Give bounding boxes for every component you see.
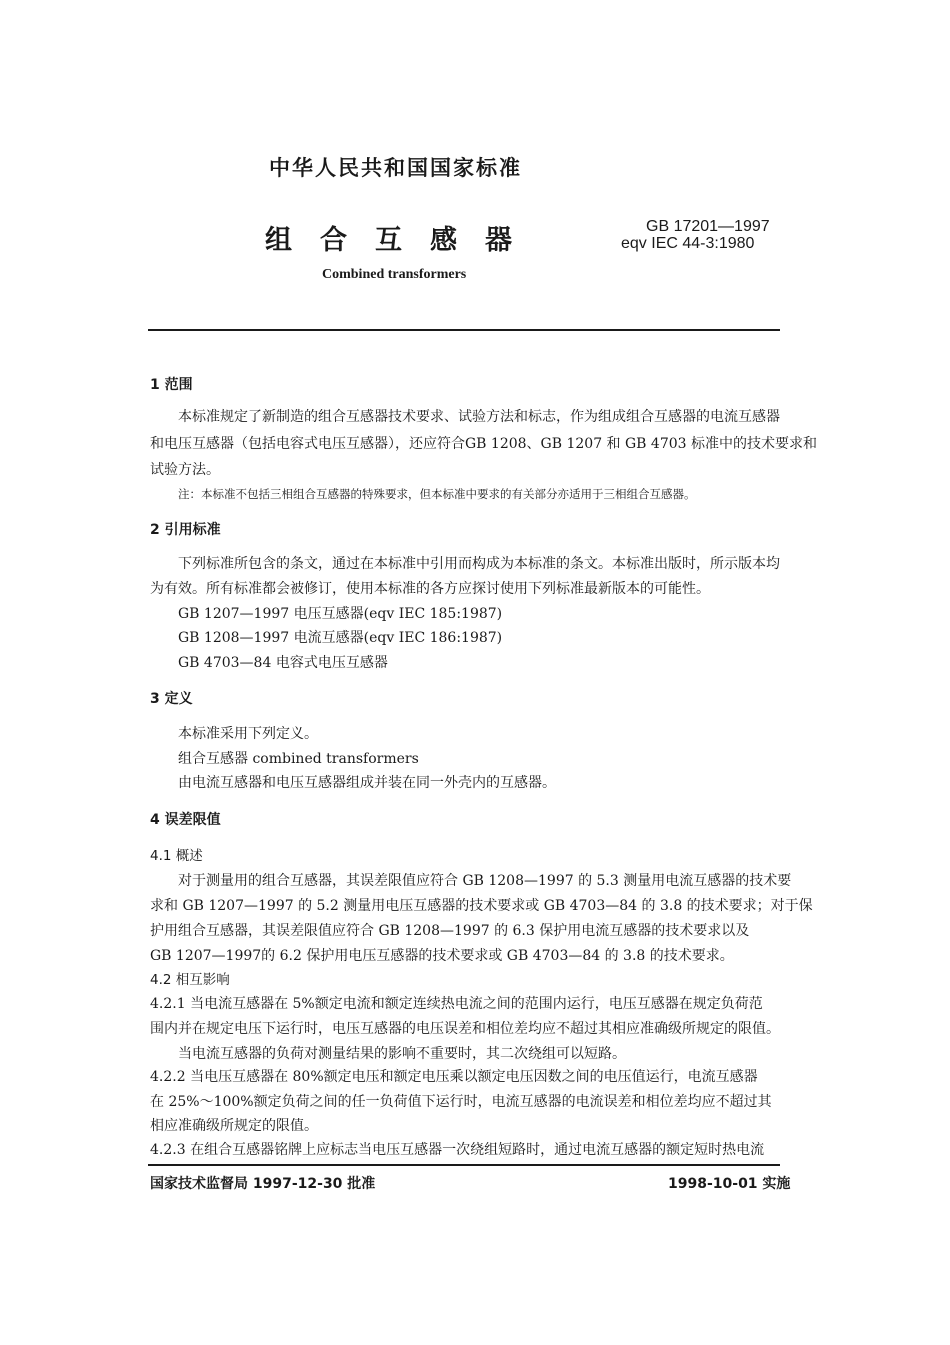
section-2-line: 为有效。所有标准都会被修订，使用本标准的各方应探讨使用下列标准最新版本的可能性。: [150, 581, 710, 597]
section-4-heading: 4 误差限值: [150, 812, 221, 828]
section-4-1-line: 护用组合互感器，其误差限值应符合 GB 1208—1997 的 6.3 保护用电流互感器的技术要求以及: [150, 923, 750, 939]
subsection-4-2-heading: 4.2 相互影响: [150, 972, 230, 988]
reference-item: GB 1208—1997 电流互感器(eqv IEC 186:1987): [178, 630, 503, 646]
section-3-definition: 由电流互感器和电压互感器组成并装在同一外壳内的互感器。: [178, 775, 556, 791]
clause-4-2-1-line: 围内并在规定电压下运行时，电压互感器的电压误差和相位差均应不超过其相应准确级所规定的限值。: [150, 1021, 780, 1037]
reference-item: GB 4703—84 电容式电压互感器: [178, 655, 388, 671]
section-2-heading: 2 引用标准: [150, 522, 221, 538]
section-4-1-line: 对于测量用的组合互感器，其误差限值应符合 GB 1208—1997 的 5.3 测量用电流互感器的技术要: [178, 873, 792, 889]
reference-item: GB 1207—1997 电压互感器(eqv IEC 185:1987): [178, 606, 503, 622]
section-1-line: 本标准规定了新制造的组合互感器技术要求、试验方法和标志，作为组成组合互感器的电流互感器: [178, 409, 780, 425]
document-title: 组合互感器: [265, 225, 540, 256]
clause-4-2-1-line: 当电流互感器的负荷对测量结果的影响不重要时，其二次绕组可以短路。: [178, 1046, 626, 1062]
equivalent-standard: eqv IEC 44-3:1980: [621, 235, 755, 252]
clause-4-2-3-line: 4.2.3 在组合互感器铭牌上应标志当电压互感器一次绕组短路时，通过电流互感器的额定短时热电流: [150, 1142, 765, 1158]
english-title: Combined transformers: [322, 267, 467, 282]
section-3-heading: 3 定义: [150, 691, 193, 707]
section-2-line: 下列标准所包含的条文，通过在本标准中引用而构成为本标准的条文。本标准出版时，所示版本均: [178, 556, 780, 572]
clause-4-2-2-line: 相应准确级所规定的限值。: [150, 1118, 318, 1134]
standard-code-block: [621, 218, 770, 252]
section-4-1-line: 求和 GB 1207—1997 的 5.2 测量用电压互感器的技术要求或 GB 4703—84 的 3.8 的技术要求；对于保: [150, 898, 813, 914]
section-4-1-line: GB 1207—1997的 6.2 保护用电压互感器的技术要求或 GB 4703—84 的 3.8 的技术要求。: [150, 948, 734, 964]
clause-4-2-2-line: 4.2.2 当电压互感器在 80%额定电压和额定电压乘以额定电压因数之间的电压值运行，电流互感器: [150, 1069, 758, 1085]
header-divider: [148, 329, 780, 331]
footer-divider: [148, 1164, 780, 1166]
national-standard-label: 中华人民共和国国家标准: [269, 156, 522, 180]
effective-date: 1998-10-01 实施: [668, 1176, 791, 1192]
standard-code: GB 17201—1997: [646, 218, 770, 235]
section-1-line: 试验方法。: [150, 462, 220, 478]
section-1-note: 注：本标准不包括三相组合互感器的特殊要求，但本标准中要求的有关部分亦适用于三相组合互感器。: [178, 487, 696, 501]
clause-4-2-1-line: 4.2.1 当电流互感器在 5%额定电流和额定连续热电流之间的范围内运行，电压互感器在规定负荷范: [150, 996, 763, 1012]
section-3-term: 组合互感器 combined transformers: [178, 751, 419, 767]
clause-4-2-2-line: 在 25%～100%额定负荷之间的任一负荷值下运行时，电流互感器的电流误差和相位差均应不超过其: [150, 1094, 772, 1110]
section-3-line: 本标准采用下列定义。: [178, 726, 318, 742]
section-1-heading: 1 范围: [150, 377, 193, 393]
section-1-line: 和电压互感器（包括电容式电压互感器），还应符合GB 1208、GB 1207 和 GB 4703 标准中的技术要求和: [150, 436, 818, 452]
subsection-4-1-heading: 4.1 概述: [150, 848, 203, 864]
approval-date: 国家技术监督局 1997-12-30 批准: [150, 1176, 376, 1192]
